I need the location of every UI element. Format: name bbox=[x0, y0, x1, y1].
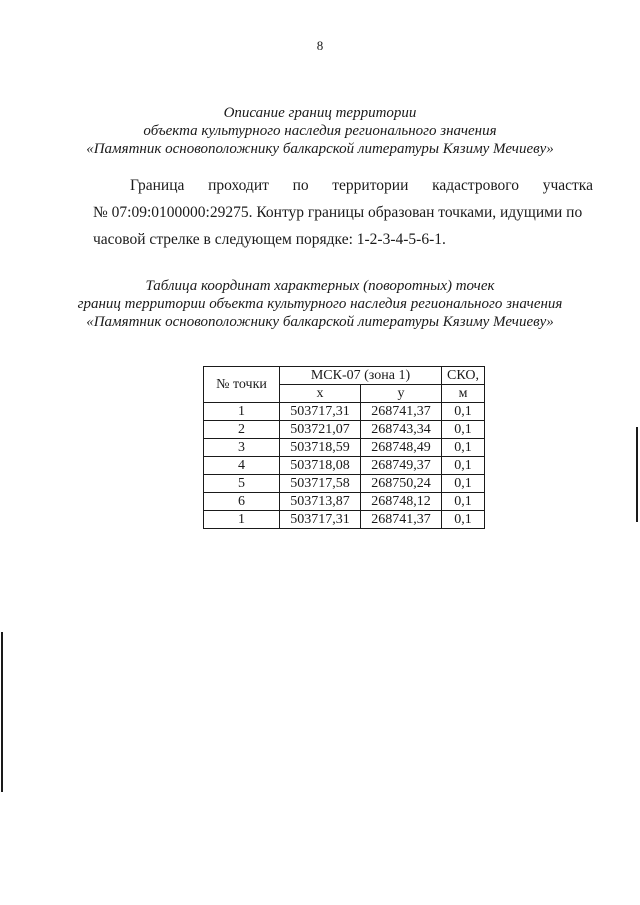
sko-cell: 0,1 bbox=[442, 511, 485, 529]
y-cell: 268749,37 bbox=[361, 457, 442, 475]
sko-cell: 0,1 bbox=[442, 403, 485, 421]
x-cell: 503717,31 bbox=[280, 511, 361, 529]
point-number-cell: 1 bbox=[204, 403, 280, 421]
point-number-cell: 3 bbox=[204, 439, 280, 457]
table-row bbox=[204, 439, 485, 457]
boundary-description bbox=[93, 172, 593, 253]
y-cell: 268741,37 bbox=[361, 403, 442, 421]
table-header-row bbox=[204, 367, 485, 385]
table-heading-line-1: Таблица координат характерных (поворотных) точек bbox=[145, 278, 495, 294]
header-x: x bbox=[280, 385, 361, 403]
y-cell: 268741,37 bbox=[361, 511, 442, 529]
y-cell: 268743,34 bbox=[361, 421, 442, 439]
description-word: проходит bbox=[208, 177, 269, 194]
y-cell: 268748,49 bbox=[361, 439, 442, 457]
page-number: 8 bbox=[316, 38, 324, 53]
table-row bbox=[204, 511, 485, 529]
header-sko: СКО, bbox=[442, 367, 485, 385]
description-line-3: часовой стрелке в следующем порядке: 1-2-3-4-5-6-1. bbox=[93, 231, 446, 248]
header-point-number: № точки bbox=[204, 367, 280, 403]
table-row bbox=[204, 421, 485, 439]
section-heading-line-3: «Памятник основоположнику балкарской литературы Кязиму Мечиеву» bbox=[86, 141, 554, 157]
description-word: территории bbox=[332, 177, 409, 194]
table-heading-line-3: «Памятник основоположнику балкарской литературы Кязиму Мечиеву» bbox=[86, 314, 554, 330]
description-word: по bbox=[292, 177, 309, 194]
x-cell: 503718,08 bbox=[280, 457, 361, 475]
x-cell: 503713,87 bbox=[280, 493, 361, 511]
sko-cell: 0,1 bbox=[442, 475, 485, 493]
header-coordinate-system: МСК-07 (зона 1) bbox=[280, 367, 442, 385]
sko-cell: 0,1 bbox=[442, 421, 485, 439]
description-line-1 bbox=[93, 172, 593, 199]
description-word: Граница bbox=[130, 177, 185, 194]
header-y: y bbox=[361, 385, 442, 403]
table-heading-line-2: границ территории объекта культурного наследия регионального значения bbox=[77, 296, 563, 312]
section-heading bbox=[0, 104, 640, 158]
point-number-cell: 4 bbox=[204, 457, 280, 475]
table-row bbox=[204, 403, 485, 421]
sko-cell: 0,1 bbox=[442, 493, 485, 511]
point-number-cell: 1 bbox=[204, 511, 280, 529]
x-cell: 503717,31 bbox=[280, 403, 361, 421]
x-cell: 503718,59 bbox=[280, 439, 361, 457]
description-line-2: № 07:09:0100000:29275. Контур границы образован точками, идущими по bbox=[93, 204, 583, 221]
point-number-cell: 2 bbox=[204, 421, 280, 439]
section-heading-line-2: объекта культурного наследия регионального значения bbox=[143, 123, 497, 139]
point-number-cell: 6 bbox=[204, 493, 280, 511]
header-sko-unit: м bbox=[442, 385, 485, 403]
table-row bbox=[204, 475, 485, 493]
sko-cell: 0,1 bbox=[442, 457, 485, 475]
y-cell: 268748,12 bbox=[361, 493, 442, 511]
section-heading-line-1: Описание границ территории bbox=[223, 105, 417, 121]
y-cell: 268750,24 bbox=[361, 475, 442, 493]
table-heading bbox=[0, 277, 640, 331]
description-word: участка bbox=[542, 177, 593, 194]
x-cell: 503721,07 bbox=[280, 421, 361, 439]
table-row bbox=[204, 457, 485, 475]
table-row bbox=[204, 493, 485, 511]
sko-cell: 0,1 bbox=[442, 439, 485, 457]
scan-edge-mark-right bbox=[636, 427, 638, 522]
coordinates-table bbox=[203, 366, 485, 529]
point-number-cell: 5 bbox=[204, 475, 280, 493]
description-word: кадастрового bbox=[432, 177, 520, 194]
scan-edge-mark-left bbox=[1, 632, 3, 792]
x-cell: 503717,58 bbox=[280, 475, 361, 493]
